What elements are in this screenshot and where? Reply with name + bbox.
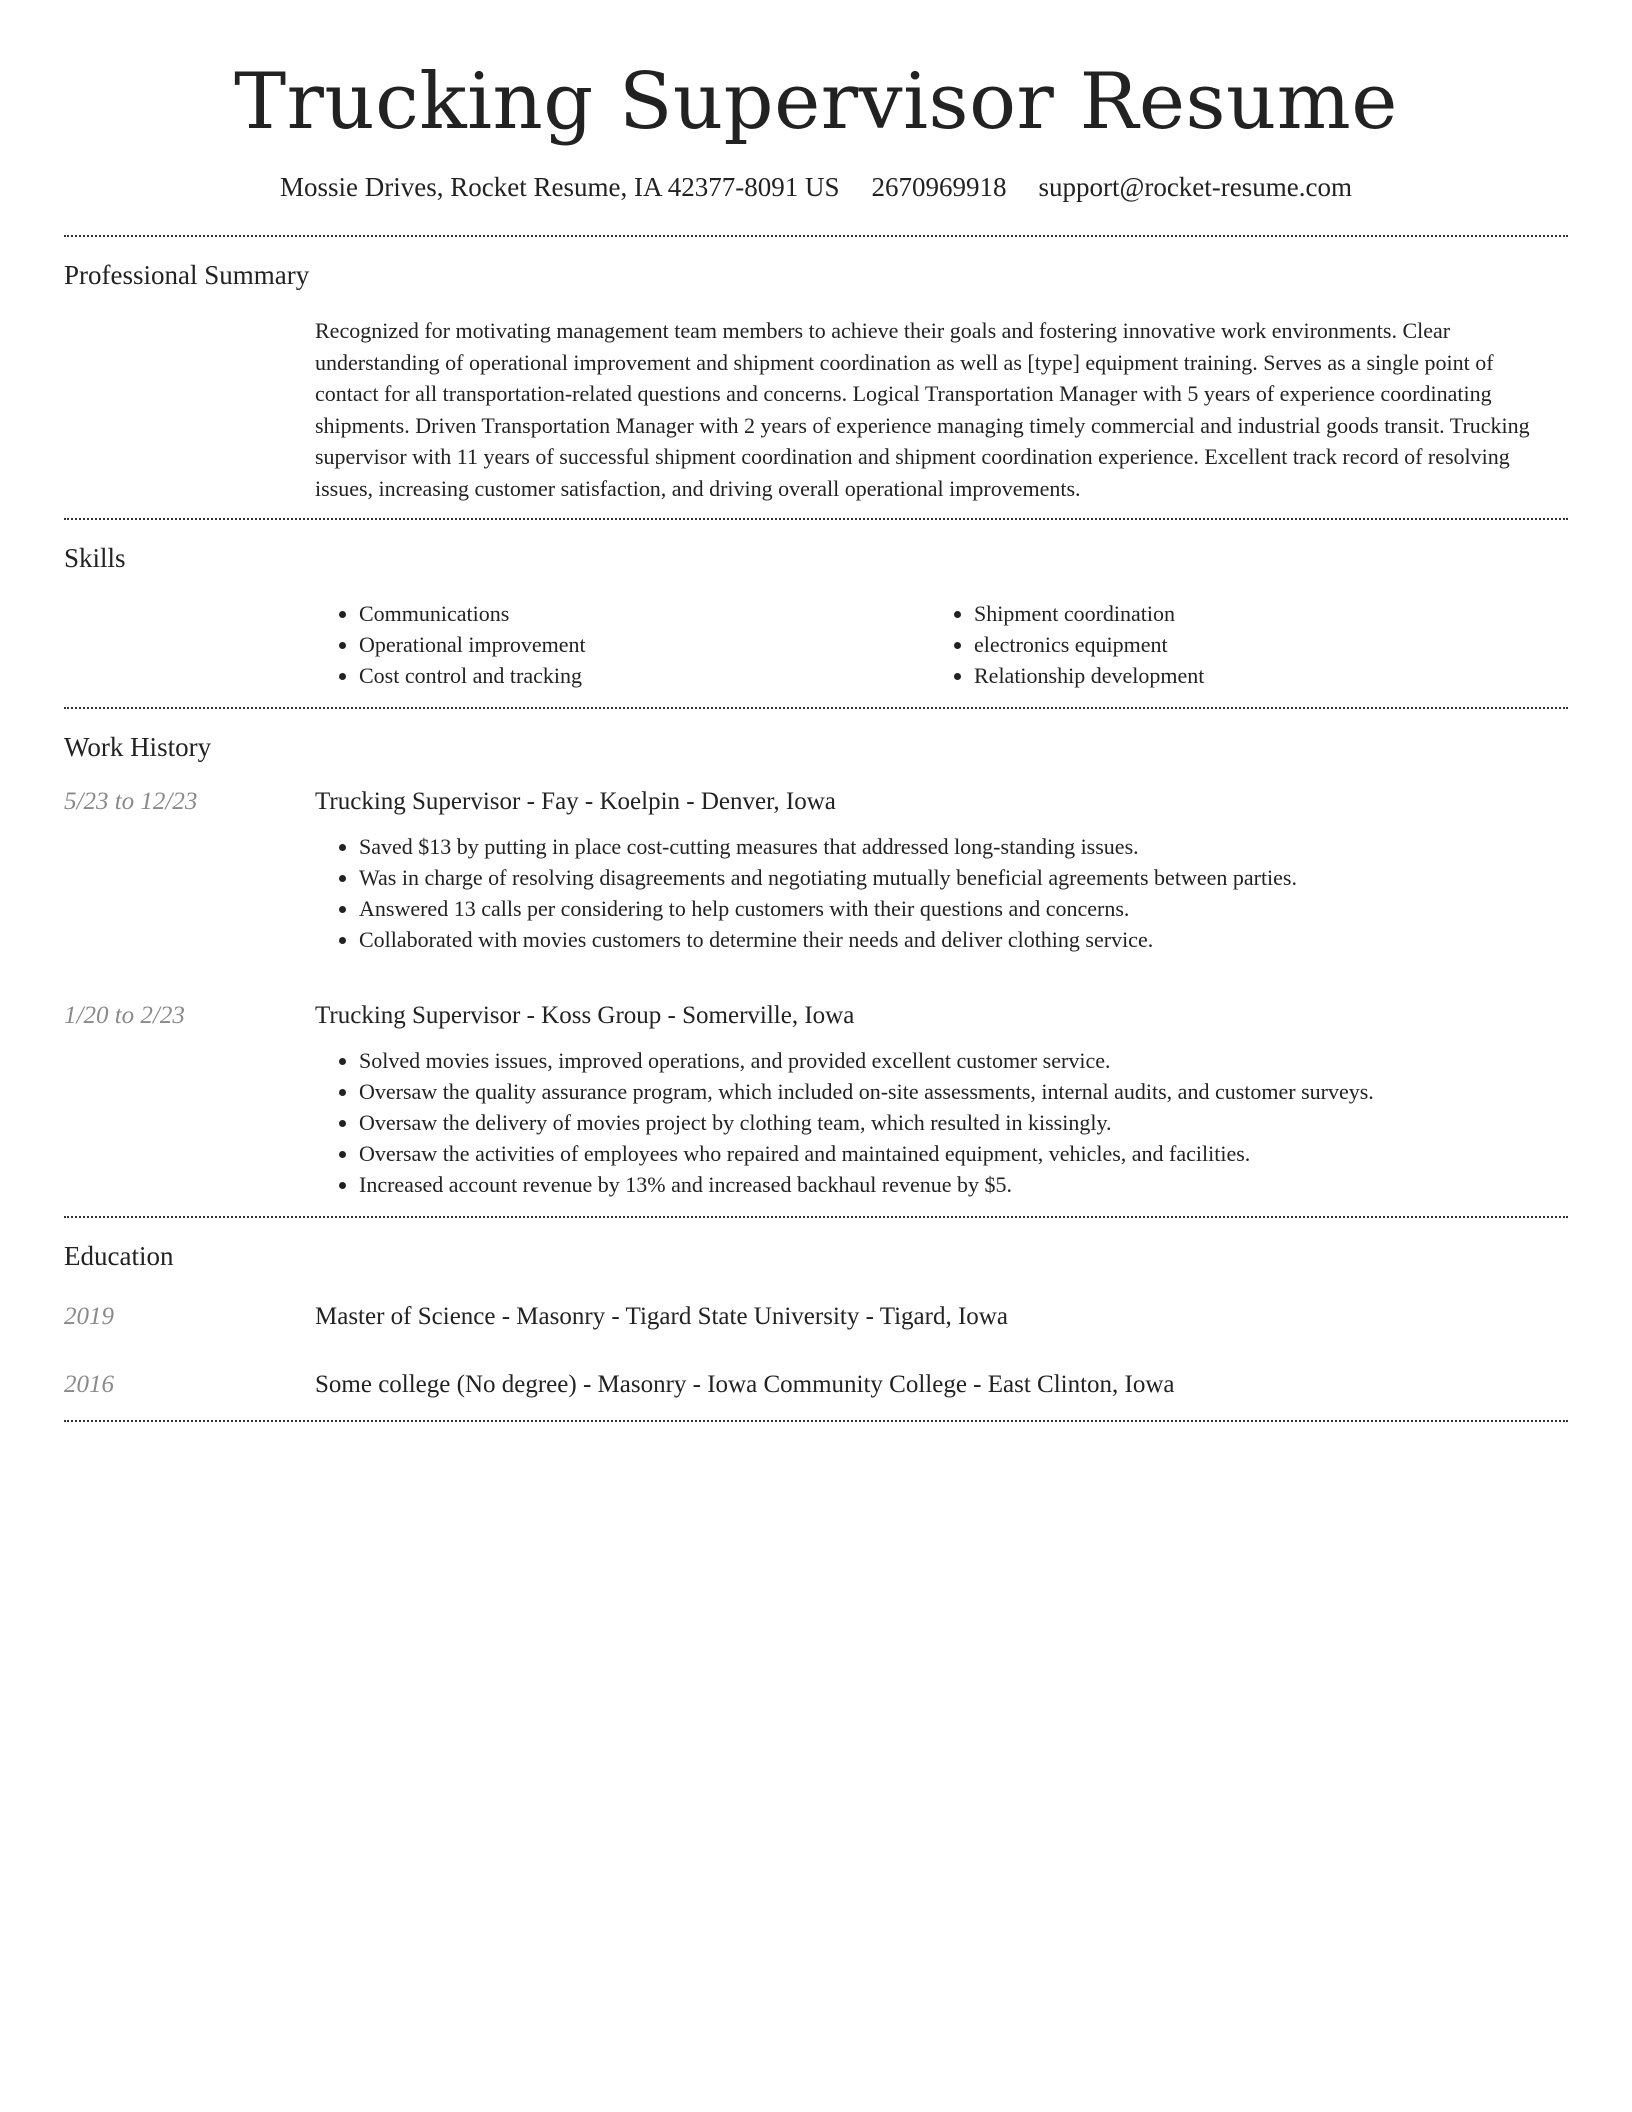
skills-right-column: [930, 598, 1545, 691]
work-heading: Work History: [64, 732, 212, 762]
page-title: Trucking Supervisor Resume: [234, 57, 1398, 147]
skills-heading: Skills: [64, 543, 126, 573]
education-entry: [64, 1366, 1568, 1404]
job-bullet: • Answered 13 calls per considering to help customers with their questions and concerns.: [359, 893, 1568, 924]
job-title: Trucking Supervisor - Koss Group - Somerville, Iowa: [315, 1002, 855, 1029]
job-title: Trucking Supervisor - Fay - Koelpin - Denver, Iowa: [315, 788, 836, 815]
job-bullet: • Oversaw the quality assurance program, which included on-site assessments, internal audits, and customer surveys.: [359, 1076, 1568, 1107]
job-bullets: [315, 831, 1568, 955]
work-section: [64, 709, 1568, 1216]
divider: [64, 1420, 1568, 1422]
skills-left-column: [315, 598, 930, 691]
job-bullet: • Collaborated with movies customers to determine their needs and deliver clothing service.: [359, 924, 1568, 955]
job-entry: [64, 999, 1568, 1200]
contact-email: support@rocket-resume.com: [1038, 172, 1352, 202]
job-bullet: • Oversaw the delivery of movies project by clothing team, which resulted in kissingly.: [359, 1107, 1568, 1138]
resume-header: [64, 0, 1568, 203]
summary-heading: Professional Summary: [64, 260, 310, 290]
job-bullet: • Saved $13 by putting in place cost-cutting measures that addressed long-standing issues.: [359, 831, 1568, 862]
summary-section: [64, 237, 1568, 518]
job-entry: [64, 785, 1568, 955]
education-degree: Master of Science - Masonry - Tigard State University - Tigard, Iowa: [315, 1303, 1008, 1330]
education-section: [64, 1218, 1568, 1420]
skill-item: • electronics equipment: [974, 629, 1545, 660]
education-list: [64, 1298, 1568, 1420]
job-dates: 5/23 to 12/23: [64, 788, 198, 815]
education-year: 2016: [64, 1371, 114, 1398]
education-year: 2019: [64, 1303, 114, 1330]
summary-text: Recognized for motivating management team members to achieve their goals and fostering innovative work environments. Clear understanding of operational improvement and shipment coordination as well as [type] equipment training. Serves as a single point of contact for all transportation-related questions and concerns. Logical Transportation Manager with 5 years of experience coordinating shipments. Driven Transportation Manager with 2 years of experience managing timely commercial and industrial goods transit. Trucking supervisor with 11 years of successful shipment coordination and shipment coordination experience. Excellent track record of resolving issues, increasing customer satisfaction, and driving overall operational improvements.: [315, 318, 1530, 501]
contact-address: Mossie Drives, Rocket Resume, IA 42377-8091 US: [280, 172, 840, 202]
skill-item: • Relationship development: [974, 660, 1545, 691]
work-list: [64, 785, 1568, 1216]
education-entry: [64, 1298, 1568, 1336]
job-bullet: • Was in charge of resolving disagreements and negotiating mutually beneficial agreements between parties.: [359, 862, 1568, 893]
contact-line: [64, 172, 1568, 203]
job-bullet: • Oversaw the activities of employees who repaired and maintained equipment, vehicles, and facilities.: [359, 1138, 1568, 1169]
job-bullets: [315, 1045, 1568, 1200]
skills-section: [64, 520, 1568, 707]
contact-phone: 2670969918: [871, 172, 1007, 202]
job-bullet: • Increased account revenue by 13% and increased backhaul revenue by $5.: [359, 1169, 1568, 1200]
education-degree: Some college (No degree) - Masonry - Iowa Community College - East Clinton, Iowa: [315, 1371, 1175, 1398]
education-heading: Education: [64, 1241, 174, 1271]
job-dates: 1/20 to 2/23: [64, 1002, 185, 1029]
skills-grid: [315, 578, 1568, 707]
skill-item: • Communications: [359, 598, 930, 629]
skill-item: • Cost control and tracking: [359, 660, 930, 691]
job-bullet: • Solved movies issues, improved operations, and provided excellent customer service.: [359, 1045, 1568, 1076]
skill-item: • Operational improvement: [359, 629, 930, 660]
skill-item: • Shipment coordination: [974, 598, 1545, 629]
